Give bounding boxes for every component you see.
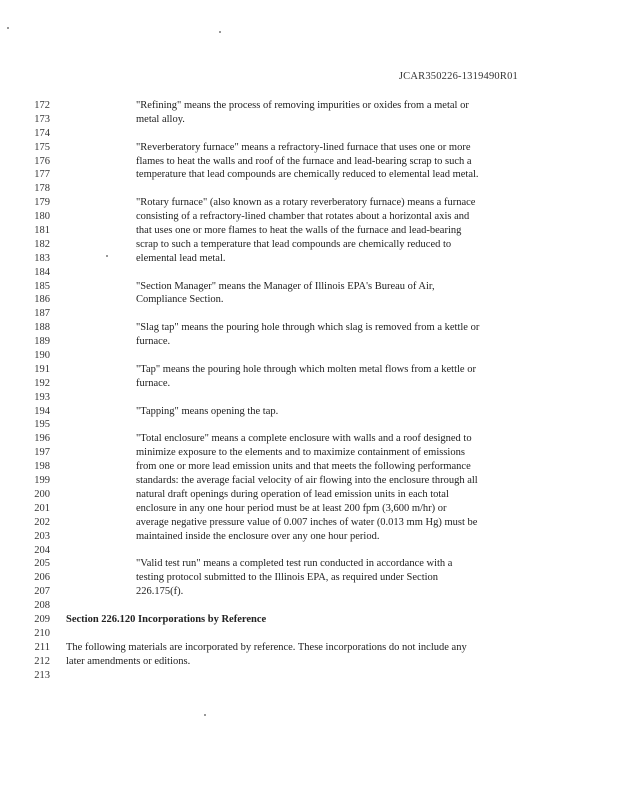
- document-line: [0, 585, 618, 599]
- line-number: 210: [34, 627, 50, 639]
- line-text: "Total enclosure" means a complete enclosure with walls and a roof designed to: [136, 433, 472, 445]
- line-number: 176: [34, 155, 50, 167]
- line-number: 189: [34, 336, 50, 348]
- document-line: [0, 446, 618, 460]
- document-line: [0, 627, 618, 641]
- line-text: "Section Manager" means the Manager of Illinois EPA's Bureau of Air,: [136, 280, 435, 292]
- document-line: [0, 238, 618, 252]
- document-line: [0, 460, 618, 474]
- line-number: 194: [34, 405, 50, 417]
- line-number: 175: [34, 141, 50, 153]
- document-line: [0, 502, 618, 516]
- line-number: 190: [34, 350, 50, 362]
- document-line: [0, 418, 618, 432]
- document-line: [0, 377, 618, 391]
- line-number: 209: [34, 613, 50, 625]
- document-line: [0, 155, 618, 169]
- line-number: 193: [34, 391, 50, 403]
- scan-speck: [7, 27, 9, 29]
- document-line: [0, 669, 618, 683]
- line-text: "Slag tap" means the pouring hole through which slag is removed from a kettle or: [136, 322, 480, 334]
- line-number: 182: [34, 238, 50, 250]
- line-text: "Tap" means the pouring hole through which molten metal flows from a kettle or: [136, 363, 476, 375]
- line-text: natural draft openings during operation of lead emission units in each total: [136, 488, 449, 500]
- document-line: [0, 530, 618, 544]
- document-line: [0, 488, 618, 502]
- line-number: 200: [34, 488, 50, 500]
- line-number: 199: [34, 475, 50, 487]
- line-number: 188: [34, 322, 50, 334]
- document-line: [0, 432, 618, 446]
- line-number: 192: [34, 377, 50, 389]
- document-line: [0, 182, 618, 196]
- document-body: [0, 99, 618, 682]
- document-line: [0, 599, 618, 613]
- line-text: elemental lead metal.: [136, 252, 226, 264]
- line-text: later amendments or editions.: [66, 655, 191, 667]
- line-number: 186: [34, 294, 50, 306]
- line-text: furnace.: [136, 377, 171, 389]
- document-line: [0, 655, 618, 669]
- line-text: temperature that lead compounds are chemically reduced to elemental lead metal.: [136, 169, 479, 181]
- line-text: average negative pressure value of 0.007 inches of water (0.013 mm Hg) must be: [136, 516, 478, 528]
- line-text: from one or more lead emission units and that meets the following performance: [136, 461, 471, 473]
- line-text: Compliance Section.: [136, 294, 224, 306]
- line-number: 208: [34, 600, 50, 612]
- line-number: 207: [34, 586, 50, 598]
- line-text: metal alloy.: [136, 113, 185, 125]
- line-number: 195: [34, 419, 50, 431]
- line-number: 205: [34, 558, 50, 570]
- document-id-header: JCAR350226-1319490R01: [398, 71, 518, 82]
- document-line: [0, 141, 618, 155]
- line-number: 197: [34, 447, 50, 459]
- line-number: 187: [34, 308, 50, 320]
- document-line: [0, 127, 618, 141]
- document-line: [0, 557, 618, 571]
- line-text: consisting of a refractory-lined chamber that rotates about a horizontal axis and: [136, 211, 470, 223]
- document-line: [0, 349, 618, 363]
- line-number: 183: [34, 252, 50, 264]
- line-number: 213: [34, 669, 50, 681]
- document-line: [0, 335, 618, 349]
- scan-speck: [204, 714, 206, 716]
- document-line: [0, 280, 618, 294]
- document-line: [0, 544, 618, 558]
- document-line: [0, 613, 618, 627]
- line-text: enclosure in any one hour period must be at least 200 fpm (3,600 m/hr) or: [136, 502, 447, 514]
- line-text: "Rotary furnace" (also known as a rotary reverberatory furnace) means a furnace: [136, 197, 476, 209]
- line-number: 172: [34, 100, 50, 111]
- scan-speck: [219, 31, 221, 33]
- line-number: 202: [34, 516, 50, 528]
- line-number: 178: [34, 183, 50, 195]
- document-line: [0, 391, 618, 405]
- document-line: [0, 252, 618, 266]
- document-line: [0, 293, 618, 307]
- document-line: [0, 224, 618, 238]
- line-number: 191: [34, 363, 50, 375]
- line-text: minimize exposure to the elements and to maximize containment of emissions: [136, 447, 465, 459]
- document-line: [0, 474, 618, 488]
- line-number: 174: [34, 127, 50, 139]
- line-text: flames to heat the walls and roof of the furnace and lead-bearing scrap to such a: [136, 155, 472, 167]
- line-text: standards: the average facial velocity of air flowing into the enclosure through all: [136, 475, 478, 487]
- line-text: The following materials are incorporated by reference. These incorporations do not include any: [66, 641, 467, 653]
- line-number: 181: [34, 225, 50, 237]
- line-text: "Tapping" means opening the tap.: [136, 405, 279, 417]
- line-text: scrap to such a temperature that lead compounds are chemically reduced to: [136, 238, 452, 250]
- document-line: [0, 307, 618, 321]
- document-line: [0, 516, 618, 530]
- document-line: [0, 363, 618, 377]
- line-number: 212: [34, 655, 50, 667]
- document-line: [0, 641, 618, 655]
- document-line: [0, 168, 618, 182]
- document-line: [0, 99, 618, 113]
- document-line: [0, 571, 618, 585]
- line-number: 184: [34, 266, 50, 278]
- document-line: [0, 405, 618, 419]
- line-number: 198: [34, 461, 50, 473]
- line-text: testing protocol submitted to the Illinois EPA, as required under Section: [136, 572, 439, 584]
- line-number: 177: [34, 169, 50, 181]
- line-text: "Reverberatory furnace" means a refractory-lined furnace that uses one or more: [136, 141, 471, 153]
- document-line: [0, 210, 618, 224]
- line-number: 185: [34, 280, 50, 292]
- document-line: [0, 196, 618, 210]
- line-number: 173: [34, 113, 50, 125]
- section-heading: Section 226.120 Incorporations by Reference: [66, 613, 267, 625]
- line-number: 204: [34, 544, 50, 556]
- line-number: 203: [34, 530, 50, 542]
- line-number: 180: [34, 211, 50, 223]
- line-text: "Refining" means the process of removing impurities or oxides from a metal or: [136, 100, 469, 111]
- line-number: 179: [34, 197, 50, 209]
- line-text: "Valid test run" means a completed test run conducted in accordance with a: [136, 558, 453, 570]
- document-line: [0, 321, 618, 335]
- line-text: furnace.: [136, 336, 171, 348]
- line-number: 201: [34, 502, 50, 514]
- line-text: maintained inside the enclosure over any one hour period.: [136, 530, 380, 542]
- line-text: that uses one or more flames to heat the walls of the furnace and lead-bearing: [136, 225, 462, 237]
- line-text: 226.175(f).: [136, 586, 184, 598]
- document-line: [0, 266, 618, 280]
- line-number: 211: [34, 641, 50, 653]
- line-number: 196: [34, 433, 50, 445]
- line-number: 206: [34, 572, 50, 584]
- document-line: [0, 113, 618, 127]
